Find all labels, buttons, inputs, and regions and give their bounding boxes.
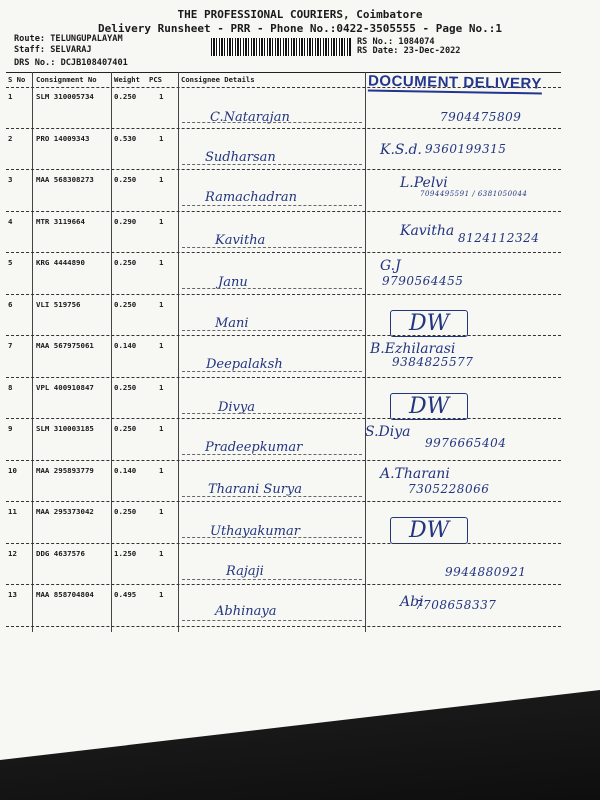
weight-value: 0.530: [114, 133, 137, 143]
handwritten-name: Rajaji: [226, 563, 264, 579]
row-sno: 3: [8, 175, 13, 184]
signature-line: [182, 122, 362, 123]
pcs-value: 1: [159, 382, 164, 392]
handwritten-name: Kavitha: [215, 232, 266, 248]
table-row: [6, 130, 561, 172]
consignment-number: MAA 295373042: [36, 507, 94, 516]
row-divider: [6, 211, 561, 212]
row-divider: [6, 294, 561, 295]
consignment-number: SLM 310005734: [36, 92, 94, 101]
weight-value: 0.250: [114, 175, 137, 184]
pcs-value: 1: [159, 548, 164, 558]
table-row: [6, 171, 561, 213]
pcs-value: 1: [159, 341, 164, 350]
col-consignee: Consignee Details: [181, 75, 255, 84]
company-name: THE PROFESSIONAL COURIERS, Coimbatore: [177, 8, 423, 21]
weight-value: 0.495: [114, 590, 137, 599]
handwritten-name: C.Natarajan: [210, 110, 290, 125]
receiver-phone: 7708658337: [415, 598, 497, 612]
row-sno: 6: [8, 299, 13, 309]
pcs-value: 1: [159, 258, 164, 267]
consignment-number: PRO 14009343: [36, 133, 90, 143]
receiver-signature: K.S.d.: [380, 141, 422, 158]
signature-line: [182, 454, 362, 455]
row-divider: [6, 169, 561, 170]
consignment-number: MTR 3119664: [36, 216, 85, 226]
weight-value: 0.250: [114, 258, 137, 267]
table-row: [6, 88, 561, 130]
signature-line: [182, 288, 362, 289]
table-row: [6, 503, 561, 545]
row-sno: 10: [8, 465, 17, 475]
drs-number: DRS No.: DCJB108407401: [14, 58, 128, 68]
consignment-number: MAA 568308273: [36, 175, 94, 184]
delivered-mark: DW: [390, 517, 468, 544]
pcs-value: 1: [159, 424, 164, 433]
pcs-value: 1: [159, 299, 164, 309]
receiver-signature: G.J: [380, 258, 401, 274]
receiver-phone: 8124112324: [458, 230, 540, 245]
signature-line: [182, 205, 362, 206]
row-sno: 2: [8, 133, 13, 143]
consignment-number: SLM 310003185: [36, 424, 94, 433]
table-row: [6, 420, 561, 462]
delivered-mark: DW: [390, 393, 468, 420]
weight-value: 0.250: [114, 382, 137, 392]
weight-value: 0.140: [114, 465, 137, 475]
col-pcs: PCS: [149, 75, 162, 84]
pcs-value: 1: [159, 133, 164, 143]
consignment-number: KRG 4444890: [36, 258, 85, 267]
weight-value: 0.250: [114, 299, 137, 309]
pcs-value: 1: [159, 465, 164, 475]
table-row: [6, 213, 561, 255]
rs-date: RS Date: 23-Dec-2022: [357, 46, 461, 56]
signature-line: [182, 413, 362, 414]
pcs-value: 1: [159, 175, 164, 184]
pcs-value: 1: [159, 590, 164, 599]
handwritten-name: Mani: [215, 315, 249, 331]
handwritten-name: Janu: [218, 275, 248, 290]
row-divider: [6, 418, 561, 419]
handwritten-name: Uthayakumar: [210, 524, 300, 539]
receiver-phone: 7305228066: [408, 481, 490, 496]
consignment-number: DDG 4637576: [36, 548, 85, 558]
weight-value: 1.250: [114, 548, 137, 558]
col-sno: S No: [8, 75, 26, 84]
row-divider: [6, 128, 561, 129]
table-row: [6, 296, 561, 338]
handwritten-name: Deepalaksh: [206, 357, 283, 372]
row-divider: [6, 252, 561, 253]
runsheet-title: Delivery Runsheet - PRR - Phone No.:0422-3505555 - Page No.:1: [98, 22, 502, 35]
weight-value: 0.250: [114, 507, 137, 516]
row-sno: 11: [8, 507, 17, 516]
pcs-value: 1: [159, 216, 164, 226]
row-divider: [6, 584, 561, 585]
receiver-phone: 9976665404: [425, 436, 507, 450]
signature-line: [182, 496, 362, 497]
delivered-mark: DW: [390, 310, 468, 337]
signature-line: [182, 330, 362, 331]
row-sno: 13: [8, 590, 17, 599]
handwritten-name: Divya: [218, 399, 256, 415]
receiver-phone: 7094495591 / 6381050044: [420, 190, 528, 198]
receiver-phone: 9944880921: [445, 564, 527, 579]
row-sno: 7: [8, 341, 13, 350]
consignment-number: MAA 295893779: [36, 465, 94, 475]
receiver-signature: Kavitha: [400, 222, 455, 239]
col-weight: Weight: [114, 75, 140, 84]
handwritten-name: Sudharsan: [205, 149, 276, 165]
table-row: [6, 462, 561, 504]
consignment-number: MAA 567975061: [36, 341, 94, 350]
table-row: [6, 545, 561, 587]
signature-line: [182, 371, 362, 372]
pcs-value: 1: [159, 507, 164, 516]
scan-shadow: [0, 690, 600, 800]
receiver-signature: Abi: [400, 594, 424, 610]
consignment-number: MAA 858704804: [36, 590, 94, 599]
row-divider: [6, 626, 561, 627]
pcs-value: 1: [159, 92, 164, 101]
signature-line: [182, 537, 362, 538]
handwritten-name: Ramachadran: [205, 190, 297, 205]
signature-line: [182, 247, 362, 248]
signature-line: [182, 620, 362, 621]
row-sno: 8: [8, 382, 13, 392]
consignment-number: VLI 519756: [36, 299, 81, 309]
receiver-signature: B.Ezhilarasi: [370, 341, 456, 357]
weight-value: 0.250: [114, 92, 137, 101]
barcode: [211, 38, 351, 56]
row-divider: [6, 543, 561, 544]
table-row: [6, 254, 561, 296]
row-sno: 4: [8, 216, 13, 226]
signature-line: [182, 164, 362, 165]
table-row: [6, 337, 561, 379]
document-delivery-stamp: DOCUMENT DELIVERY: [367, 72, 542, 93]
rs-number: RS No.: 1084074: [357, 37, 435, 47]
receiver-signature: L.Pelvi: [400, 175, 448, 191]
route-label: Route: TELUNGUPALAYAM: [14, 34, 123, 44]
col-consignment: Consignment No: [36, 75, 97, 84]
signature-line: [182, 579, 362, 580]
handwritten-name: Abhinaya: [215, 604, 277, 619]
row-sno: 1: [8, 92, 13, 101]
row-divider: [6, 501, 561, 502]
row-divider: [6, 460, 561, 461]
weight-value: 0.290: [114, 216, 137, 226]
receiver-phone: 7904475809: [440, 110, 522, 124]
weight-value: 0.140: [114, 341, 137, 350]
consignment-number: VPL 400910847: [36, 382, 94, 392]
receiver-signature: S.Diya: [365, 424, 411, 440]
row-sno: 12: [8, 548, 17, 558]
receiver-phone: 9360199315: [425, 141, 507, 156]
receiver-signature: A.Tharani: [380, 465, 450, 482]
receiver-phone: 9384825577: [392, 355, 474, 369]
staff-label: Staff: SELVARAJ: [14, 45, 92, 55]
row-sno: 5: [8, 258, 13, 267]
table-row: [6, 586, 561, 628]
row-divider: [6, 377, 561, 378]
handwritten-name: Pradeepkumar: [205, 440, 303, 455]
weight-value: 0.250: [114, 424, 137, 433]
table-row: [6, 379, 561, 421]
handwritten-name: Tharani Surya: [208, 481, 303, 497]
receiver-phone: 9790564455: [382, 274, 464, 288]
row-divider: [6, 335, 561, 336]
row-sno: 9: [8, 424, 13, 433]
